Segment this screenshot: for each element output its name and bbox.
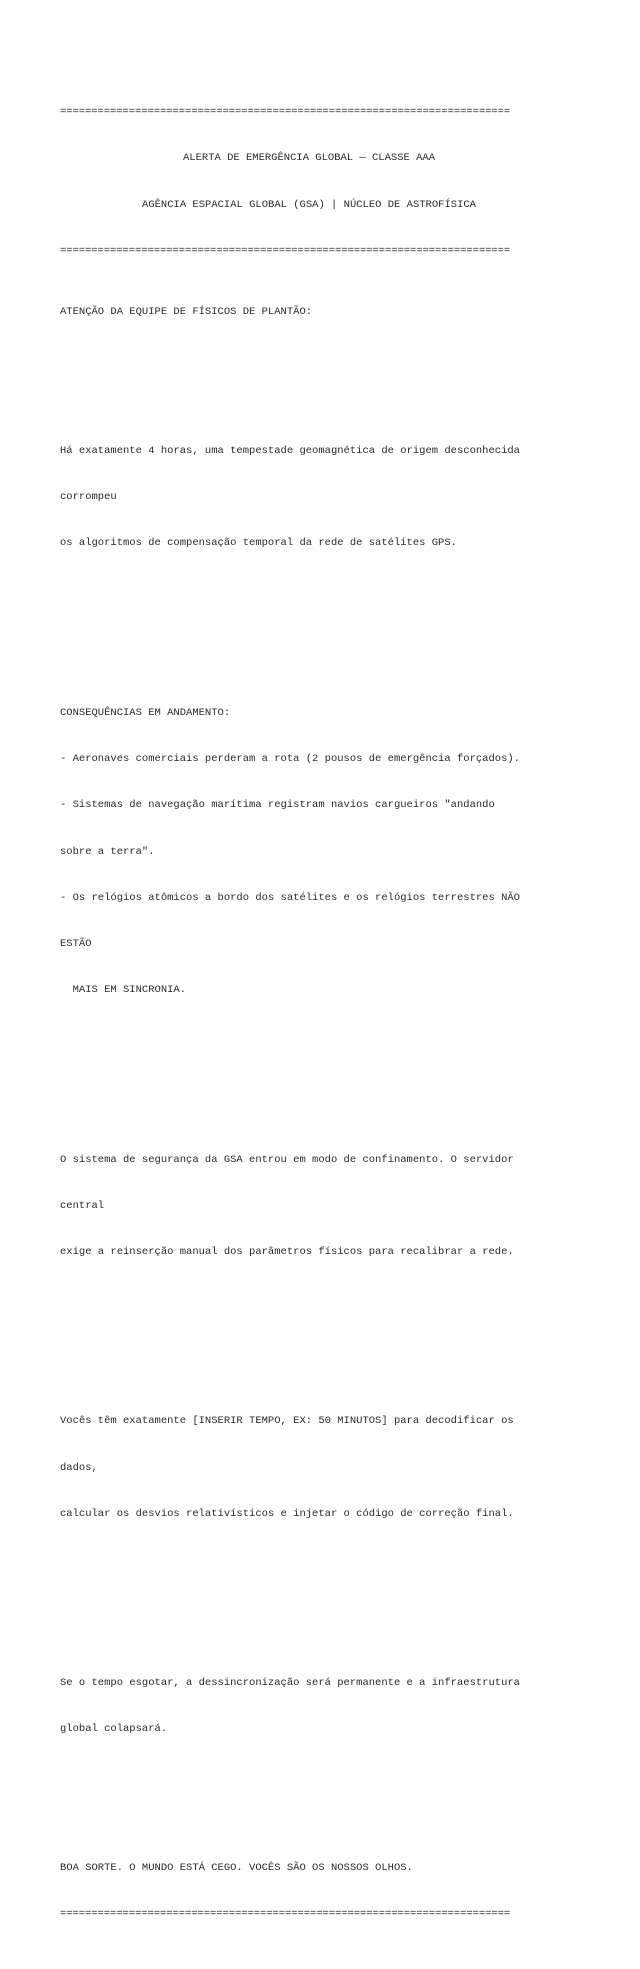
consequences-heading: CONSEQUÊNCIAS EM ANDAMENTO: [60,706,231,719]
security-line: O sistema de segurança da GSA entrou em modo de confinamento. O servidor [60,1153,514,1166]
deadline-line: calcular os desvios relativísticos e injetar o código de correção final. [60,1507,514,1520]
spacer [60,1060,585,1075]
consequences-section [60,675,585,1029]
alert-title: ALERTA DE EMERGÊNCIA GLOBAL — CLASSE AAA [182,152,436,165]
deadline-paragraph [60,1384,585,1553]
consequence-line: - Aeronaves comerciais perderam a rota (2 pousos de emergência forçados). [60,753,520,766]
consequence-line: sobre a terra". [60,845,155,858]
security-line: central [60,1199,105,1212]
agency-subtitle: AGÊNCIA ESPACIAL GLOBAL (GSA) | NÚCLEO DE ASTROFÍSICA [142,198,476,211]
security-paragraph [60,1122,585,1291]
spacer [60,1322,585,1337]
closing-line: BOA SORTE. O MUNDO ESTÁ CEGO. VOCÊS SÃO OS NOSSOS OLHOS. [60,1862,413,1875]
intro-line: corrompeu [60,491,117,504]
alert-document [60,59,585,1969]
deadline-line: dados, [60,1461,98,1474]
spacer [60,613,585,628]
intro-paragraph [60,413,585,582]
spacer [60,1584,585,1599]
warning-line: global colapsará. [60,1723,168,1736]
warning-paragraph [60,1645,585,1768]
header-divider-rule: ======================================================================== [60,244,511,257]
bottom-divider-rule: ======================================================================== [60,1908,511,1921]
deadline-line: Vocês têm exatamente [INSERIR TEMPO, EX: 50 MINUTOS] para decodificar os [60,1415,514,1428]
security-line: exige a reinserção manual dos parâmetros físicos para recalibrar a rede. [60,1245,514,1258]
spacer [60,1799,585,1814]
consequence-line: - Os relógios atômicos a bordo dos satélites e os relógios terrestres NÃO [60,891,520,904]
consequence-line: - Sistemas de navegação marítima registram navios cargueiros "andando [60,799,495,812]
consequence-line: ESTÃO [60,937,92,950]
intro-line: os algoritmos de compensação temporal da rede de satélites GPS. [60,537,457,550]
intro-line: Há exatamente 4 horas, uma tempestade geomagnética de origem desconhecida [60,445,520,458]
attention-heading: ATENÇÃO DA EQUIPE DE FÍSICOS DE PLANTÃO: [60,306,313,319]
top-divider-rule: ======================================================================== [60,106,511,119]
spacer [60,352,585,367]
consequence-line: MAIS EM SINCRONIA. [60,984,187,997]
warning-line: Se o tempo esgotar, a dessincronização será permanente e a infraestrutura [60,1677,520,1690]
